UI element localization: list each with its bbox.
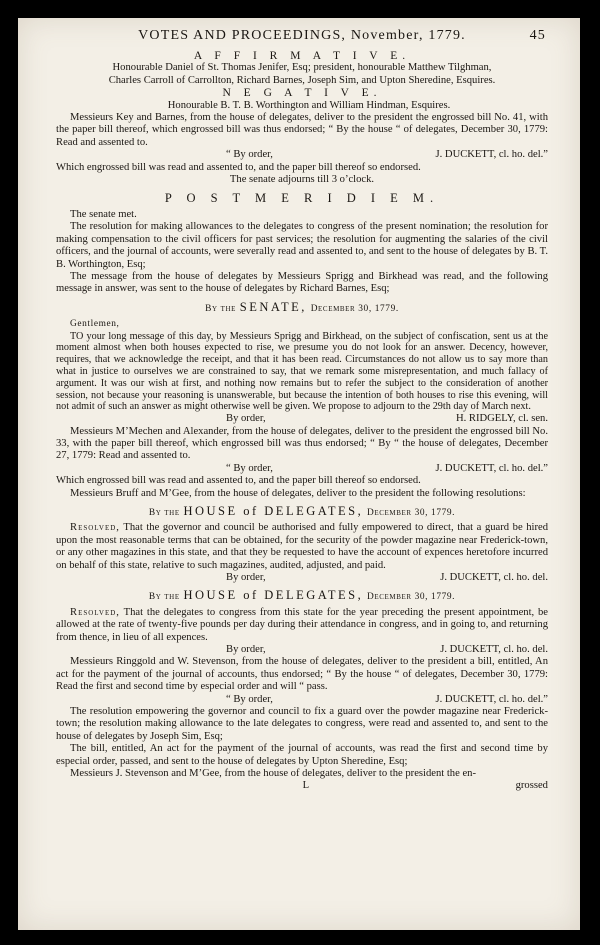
heading-body: HOUSE of DELEGATES, [183,588,364,603]
resolution-text: That the delegates to congress from this state for the year preceding the present appointment, be allowed at the rate of twenty-five pounds per day during their attendance in congress, and in going to, and returning from thence, in lieu of all expences. [56,606,548,643]
signer: J. DUCKETT, cl. ho. del. [440,644,548,656]
by-order: “ By order, [226,462,273,474]
heading-prefix: By the [205,303,237,314]
page-footer [56,780,548,792]
running-header [56,30,548,50]
heading-body: SENATE, [239,299,307,314]
heading-date: December 30, 1779. [367,592,456,603]
by-order: By order, [226,413,266,425]
signature-line [56,463,548,475]
resolution-text: That the governor and council be authorised and fully empowered to direct, that a guard be hired upon the most reasonable terms that can be obtained, for the security of the powder magazine near Frederick-town, or any other magazines in this state, and that they be requested to have the account of expences heretofore incurred on behalf of this state, relative to such magazines, audited, adjusted, and paid. [56,522,548,571]
heading-date: December 30, 1779. [310,303,399,314]
signature-line [56,149,548,161]
adjournment-note: The senate adjourns till 3 o’clock. [229,174,375,186]
paragraph-guard-resolution: The resolution empowering the governor and council to fix a guard over the powder magazine near Frederick-town; the resolution making allowance to the late delegates to congress, were read and assented to, and sent to the house of delegates by Joseph Sim, Esq; [56,706,548,742]
signer: J. DUCKETT, cl. ho. del.” [435,693,548,705]
house-heading-1 [56,505,548,519]
resolution-delegates [56,607,548,644]
signer: J. DUCKETT, cl. ho. del.” [435,149,548,161]
resolved-label: Resolved, [70,522,120,534]
by-order: By order, [226,571,266,583]
paragraph-bruff: Messieurs Bruff and M’Gee, from the house of delegates, deliver to the president the following resolutions: [70,487,526,499]
paragraph-read-assented-2: Which engrossed bill was read and assented to, and the paper bill thereof so endorsed. [56,475,421,487]
signer: J. DUCKETT, cl. ho. del.” [435,462,548,474]
heading-date: December 30, 1779. [367,507,456,518]
affirmative-line-2: Charles Carroll of Carrollton, Richard Barnes, Joseph Sim, and Upton Sheredine, Esquires. [108,74,496,86]
house-heading-2 [56,589,548,603]
heading-body: HOUSE of DELEGATES, [183,503,364,518]
paragraph-read-assented: Which engrossed bill was read and assented to, and the paper bill thereof so endorsed. [56,161,421,173]
paragraph-journal-bill: The bill, entitled, An act for the payment of the journal of accounts, was read the first and second time by especial order, passed, and sent to the house of delegates by Upton Sheredine, Esq; [56,743,548,767]
heading-prefix: By the [148,592,180,603]
header-title: VOTES AND PROCEEDINGS, November, 1779. [138,28,466,43]
affirmative-heading: A F F I R M A T I V E. [193,50,411,62]
resolution-guard [56,522,548,572]
resolved-label: Resolved, [70,606,120,618]
paragraph-resolutions: The resolution for making allowances to the delegates to congress of the present nomination; the resolution for making compensation to the civil officers for past services; the resolution for augmenting the salaries of the civil officers, and the journal of accounts, were severally read and assented to, and sent to the house of delegates by B. T. B. Worthington, Esq; [56,221,548,270]
page-text [56,26,548,793]
signature-mark: L [302,780,310,792]
affirmative-line-1: Honourable Daniel of St. Thomas Jenifer, Esq; president, honourable Matthew Tilghman, [112,62,492,74]
paragraph-mmechen: Messieurs M’Mechen and Alexander, from the house of delegates, deliver to the president the engrossed bill No. 33, with the paper bill thereof, which engrossed bill was thus endorsed; “ By “ the house of delegates, December 27, 1779: Read and assented to. [56,425,548,462]
negative-heading: N E G A T I V E. [222,87,382,100]
salutation: Gentlemen, [70,319,120,330]
signature-line [56,572,548,584]
by-order: By order, [226,644,266,656]
paragraph-stevenson: Messieurs J. Stevenson and M’Gee, from the house of delegates, deliver to the president the en- [70,768,476,780]
by-order: “ By order, [226,693,273,705]
signature-line [56,694,548,706]
paragraph-key-barnes: Messieurs Key and Barnes, from the house of delegates, deliver to the president the engrossed bill No. 41, with the paper bill thereof, which engrossed bill was thus endorsed; “ By the house “ of delegates, December 30, 1779: Read and assented to. [56,112,548,148]
post-meridiem-heading: P O S T M E R I D I E M. [164,191,440,206]
signature-line [56,644,548,656]
catchword: grossed [515,780,548,792]
signer: H. RIDGELY, cl. sen. [455,413,548,425]
signer: J. DUCKETT, cl. ho. del. [440,571,548,583]
negative-line: Honourable B. T. B. Worthington and William Hindman, Esquires. [167,99,451,111]
paragraph-message: The message from the house of delegates by Messieurs Sprigg and Birkhead was read, and the following message in answer, was sent to the house of delegates by Richard Barnes, Esq; [56,270,548,295]
senate-message-heading [56,301,548,315]
by-order: “ By order, [226,149,273,161]
paragraph-ringgold: Messieurs Ringgold and W. Stevenson, from the house of delegates, deliver to the president a bill, entitled, An act for the payment of the journal of accounts, thus endorsed; “ By the house “ of delegates, December 30, 1779: Read the first and second time by especial order and will “ pass. [56,656,548,693]
senate-message-body: TO your long message of this day, by Messieurs Sprigg and Birkhead, on the subject of confiscation, sent us at the moment almost when both houses expected to rise, we presume you do not look for an answer. Decency, however, requires, that we acknowledge the receipt, and that it has been read. Circumstances do not allow us to say more than what in justice to ourselves we are constrained to say, that we remark some misrepresentation, and much fallacy of argument. It was our wish at first, and nothing now remains but to refer the subject to the consideration of another session, not because your reasoning is unanswerable, but because the intention of both houses to rise this evening, will not admit of such an answer as might otherwise well be given. We propose to adjourn to the 29th day of March next. [56,330,548,413]
senate-met: The senate met. [70,208,137,220]
senate-signature [56,413,548,425]
heading-prefix: By the [148,507,180,518]
page-paper [18,18,580,930]
page-number: 45 [529,28,546,43]
